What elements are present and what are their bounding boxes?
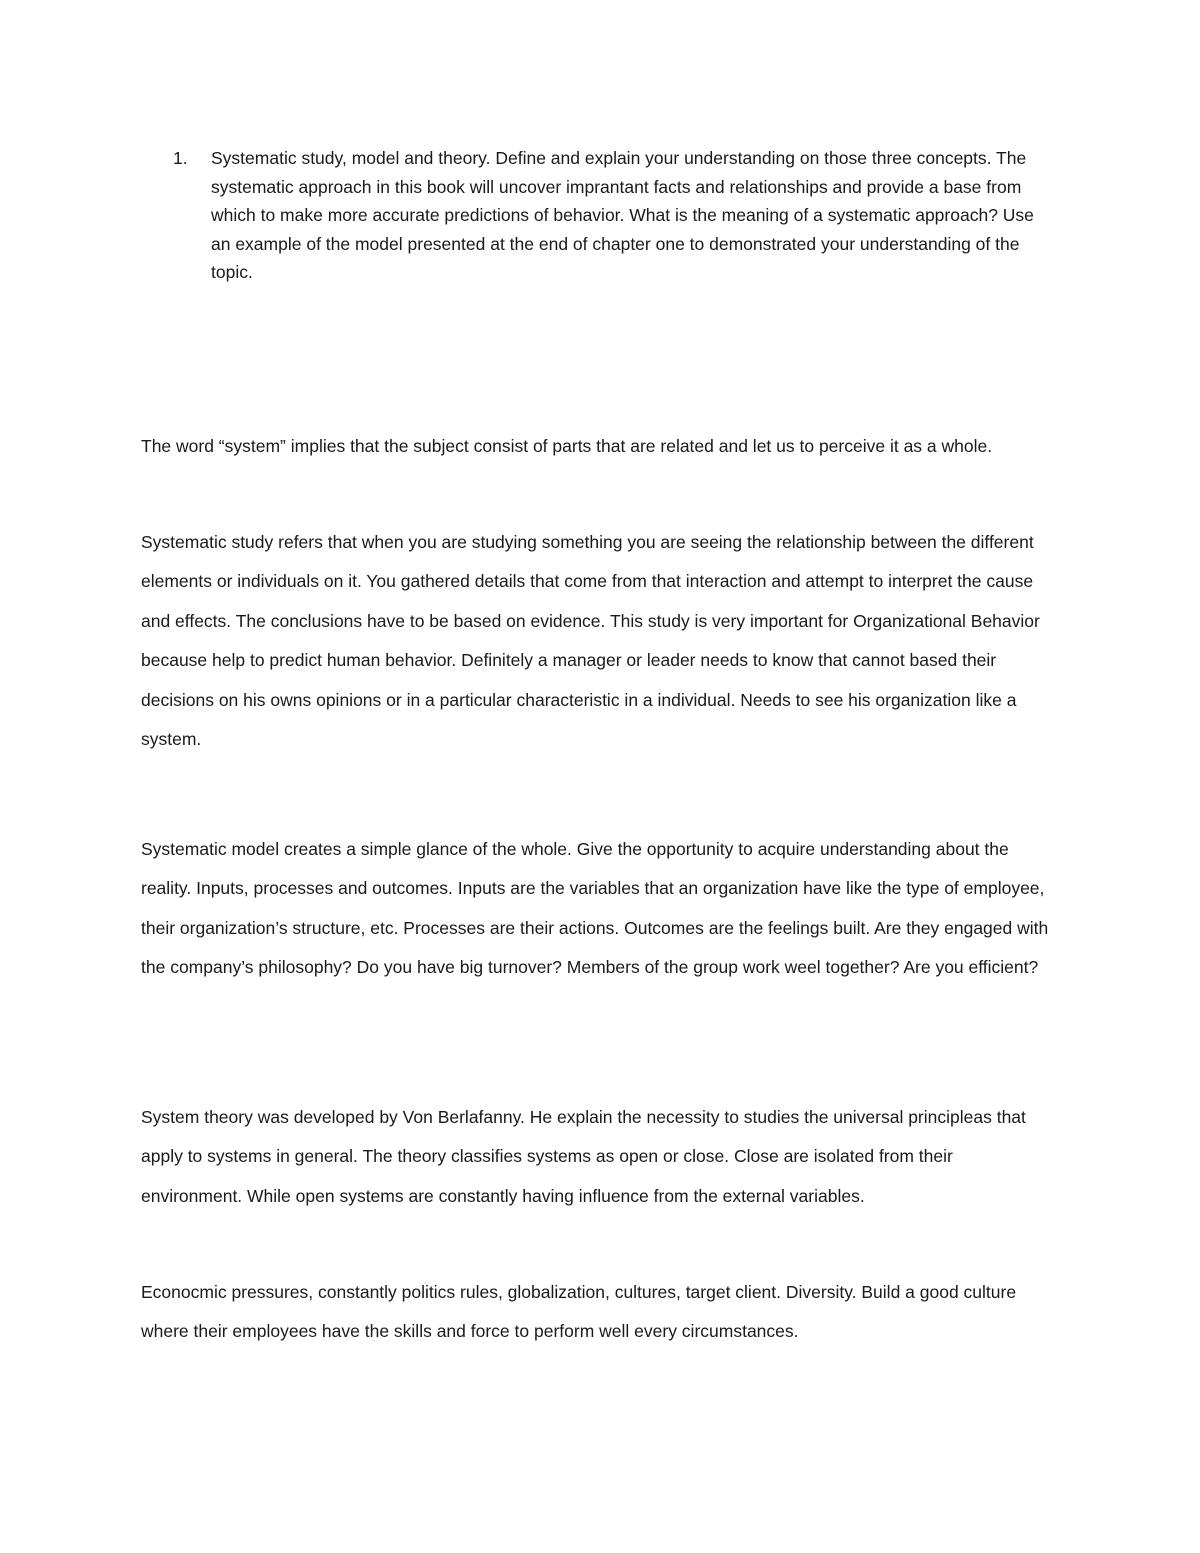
paragraph-external-factors: Econocmic pressures, constantly politics rules, globalization, cultures, target client. Diversity. Build a good culture where their employees have the skills and force to perform well every circumstances. — [141, 1282, 1017, 1342]
paragraph-systematic-study: Systematic study refers that when you are studying something you are seeing the relationship between the different elements or individuals on it. You gathered details that come from that interaction and attempt to interpret the cause and effects. The conclusions have to be based on evidence. This study is very important for Organizational Behavior because help to predict human behavior. Definitely a manager or leader needs to know that cannot based their decisions on his owns opinions or in a particular characteristic in a individual. Needs to see his organization like a system. — [141, 532, 1040, 750]
question-number: 1. — [173, 148, 188, 168]
numbered-question — [173, 144, 1053, 287]
paragraph-systematic-model: Systematic model creates a simple glance of the whole. Give the opportunity to acquire understanding about the reality. Inputs, processes and outcomes. Inputs are the variables that an organization have like the type of employee, their organization’s structure, etc. Processes are their actions. Outcomes are the feelings built. Are they engaged with the company’s philosophy? Do you have big turnover? Members of the group work weel together? Are you efficient? — [141, 839, 1049, 978]
paragraph-system-theory: System theory was developed by Von Berlafanny. He explain the necessity to studies the universal principleas that apply to systems in general. The theory classifies systems as open or close. Close are isolated from their environment. While open systems are constantly having influence from the external variables. — [141, 1107, 1026, 1206]
question-text: Systematic study, model and theory. Define and explain your understanding on those three concepts. The systematic approach in this book will uncover imprantant facts and relationships and provide a base from which to make more accurate predictions of behavior. What is the meaning of a systematic approach? Use an example of the model presented at the end of chapter one to demonstrated your understanding of the topic. — [211, 148, 1034, 282]
paragraph-system-definition: The word “system” implies that the subject consist of parts that are related and let us to perceive it as a whole. — [141, 436, 993, 456]
